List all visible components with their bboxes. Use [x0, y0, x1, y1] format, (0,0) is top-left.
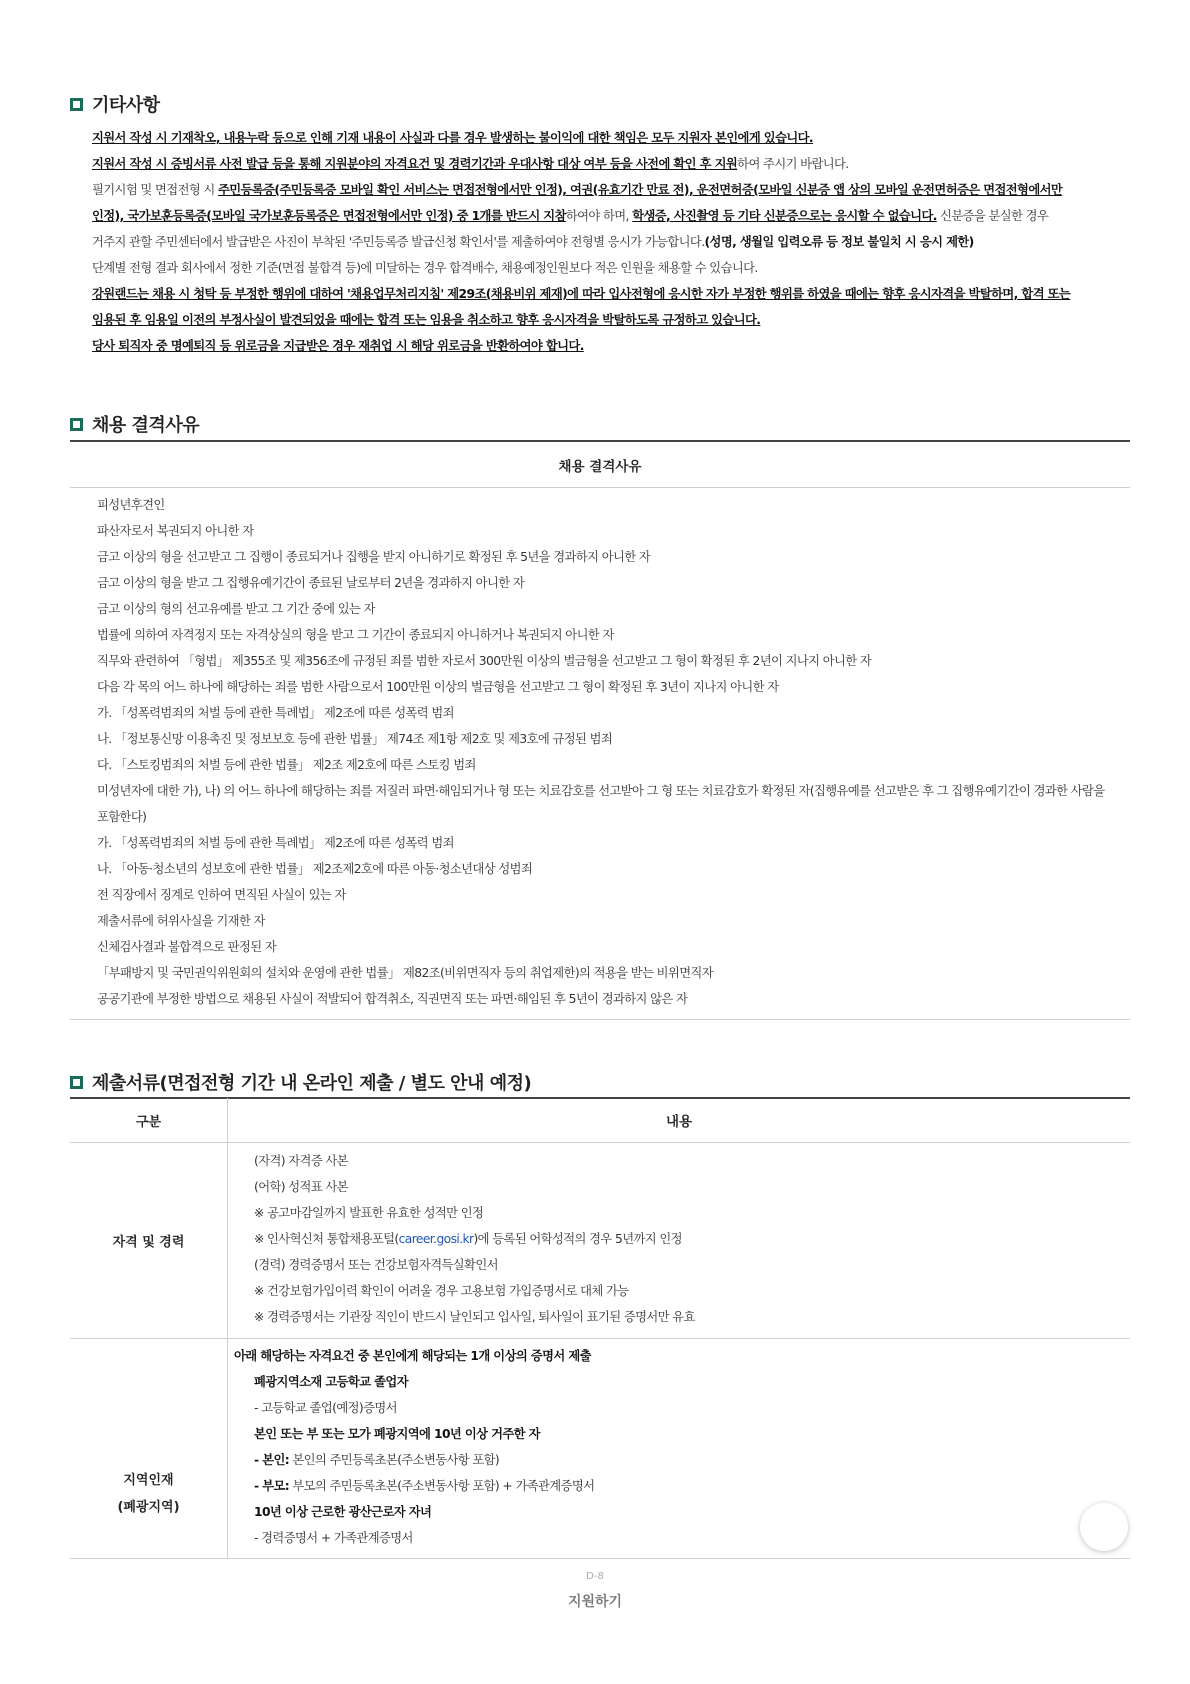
square-bullet-icon — [70, 418, 83, 431]
list-item: 금고 이상의 형의 선고유예를 받고 그 기간 중에 있는 자 — [97, 602, 375, 616]
list-item: 나. 「아동·청소년의 성보호에 관한 법률」 제2조제2호에 따른 아동·청소년대상 성범죄 — [97, 862, 533, 876]
misc-line: 강원랜드는 채용 시 청탁 등 부정한 행위에 대하여 '채용업무처리지침' 제29조(채용비위 제재)에 따라 입사전형에 응시한 자가 부정한 행위를 하였을 때에는 향후 응시자격을 박탈하며, 합격 또는 — [92, 287, 1071, 301]
misc-line: 필기시험 및 면접전형 시 주민등록증(주민등록증 모바일 확인 서비스는 면접전형에서만 인정), 여권(유효기간 만료 전), 운전면허증(모바일 신분증 앱 상의 모바일 운전면허증은 면접전형에서만 — [92, 183, 1063, 197]
table-top-border — [70, 440, 1130, 442]
doc-line: - 부모: 부모의 주민등록초본(주소변동사항 포함) + 가족관계증명서 — [254, 1479, 595, 1493]
square-bullet-icon — [70, 98, 83, 111]
disq-list — [97, 492, 1117, 1012]
doc-line: 10년 이상 근로한 광산근로자 자녀 — [254, 1505, 432, 1519]
doc-line: ※ 공고마감일까지 발표한 유효한 성적만 인정 — [254, 1206, 484, 1220]
col-header-category: 구분 — [70, 1098, 228, 1142]
doc-line: ※ 경력증명서는 기관장 직인이 반드시 날인되고 입사일, 퇴사일이 표기된 증명서만 유효 — [254, 1310, 695, 1324]
doc-line: ※ 인사혁신처 통합채용포털(career.gosi.kr)에 등록된 어학성적의 경우 5년까지 인정 — [254, 1232, 682, 1246]
list-item: 「부패방지 및 국민권익위원회의 설치와 운영에 관한 법률」 제82조(비위면직자 등의 취업제한)의 적용을 받는 비위면직자 — [97, 966, 714, 980]
list-item: 미성년자에 대한 가), 나) 의 어느 하나에 해당하는 죄를 저질러 파면·해임되거나 형 또는 치료감호를 선고받아 그 형 또는 치료감호가 확정된 자(집행유예를 선고받은 후 그 집행유예기간이 경과한 사람을 포함한다) — [97, 784, 1105, 824]
col-header-content: 내용 — [665, 1114, 693, 1130]
misc-line: 지원서 작성 시 증빙서류 사전 발급 등을 통해 지원분야의 자격요건 및 경력기간과 우대사항 대상 여부 등을 사전에 확인 후 지원하여 주시기 바랍니다. — [92, 157, 849, 171]
list-item: 전 직장에서 징계로 인하여 면직된 사실이 있는 자 — [97, 888, 346, 902]
list-item: 공공기관에 부정한 방법으로 채용된 사실이 적발되어 합격취소, 직권면직 또는 파면·해임된 후 5년이 경과하지 않은 자 — [97, 992, 688, 1006]
misc-line: 거주지 관할 주민센터에서 발급받은 사진이 부착된 '주민등록증 발급신청 확인서'를 제출하여야 전형별 응시가 가능합니다.(성명, 생월일 입력오류 등 정보 불일치 시 응시 제한) — [92, 235, 974, 249]
misc-section-title: 기타사항 — [70, 91, 160, 117]
doc-line: 본인 또는 부 또는 모가 폐광지역에 10년 이상 거주한 자 — [254, 1427, 540, 1441]
list-item: 피성년후견인 — [97, 498, 165, 512]
doc-line: (경력) 경력증명서 또는 건강보험자격득실확인서 — [254, 1258, 498, 1272]
misc-line: 당사 퇴직자 중 명예퇴직 등 위로금을 지급받은 경우 재취업 시 해당 위로금을 반환하여야 합니다. — [92, 339, 584, 353]
misc-line: 지원서 작성 시 기재착오, 내용누락 등으로 인해 기재 내용이 사실과 다를 경우 발생하는 불이익에 대한 책임은 모두 지원자 본인에게 있습니다. — [92, 131, 813, 145]
doc-line: - 본인: 본인의 주민등록초본(주소변동사항 포함) — [254, 1453, 500, 1467]
doc-line: (어학) 성적표 사본 — [254, 1180, 348, 1194]
page-number: D-8 — [586, 1571, 604, 1582]
list-item: 나. 「정보통신망 이용촉진 및 정보보호 등에 관한 법률」 제74조 제1항 제2호 및 제3호에 규정된 범죄 — [97, 732, 613, 746]
apply-link[interactable]: 지원하기 — [567, 1594, 623, 1610]
list-item: 가. 「성폭력범죄의 처벌 등에 관한 특례법」 제2조에 따른 성폭력 범죄 — [97, 706, 454, 720]
doc-line: - 경력증명서 + 가족관계증명서 — [254, 1531, 413, 1545]
career-gosi-link[interactable]: career.gosi.kr — [398, 1232, 474, 1246]
row-content — [228, 1339, 1130, 1558]
square-bullet-icon — [70, 1076, 83, 1089]
misc-line: 임용된 후 임용일 이전의 부정사실이 발견되었을 때에는 합격 또는 임용을 취소하고 향후 응시자격을 박탈하도록 규정하고 있습니다. — [92, 313, 761, 327]
misc-line: 인정), 국가보훈등록증(모바일 국가보훈등록증은 면접전형에서만 인정) 중 1개를 반드시 지참하여야 하며, 학생증, 사진촬영 등 기타 신분증으로는 응시할 수 없습니다. 신분증을 분실한 경우 — [92, 209, 1049, 223]
doc-line: - 고등학교 졸업(예정)증명서 — [254, 1401, 397, 1415]
list-item: 직무와 관련하여 「형법」 제355조 및 제356조에 규정된 죄를 범한 자로서 300만원 이상의 벌금형을 선고받고 그 형이 확정된 후 2년이 지나지 아니한 자 — [97, 654, 872, 668]
floating-action-button[interactable] — [1080, 1503, 1128, 1551]
misc-line: 단계별 전형 결과 회사에서 정한 기준(면접 불합격 등)에 미달하는 경우 합격배수, 채용예정인원보다 적은 인원을 채용할 수 있습니다. — [92, 261, 758, 275]
table-row — [70, 1339, 1130, 1559]
list-item: 가. 「성폭력범죄의 처벌 등에 관한 특례법」 제2조에 따른 성폭력 범죄 — [97, 836, 454, 850]
list-item: 금고 이상의 형을 선고받고 그 집행이 종료되거나 집행을 받지 아니하기로 확정된 후 5년을 경과하지 아니한 자 — [97, 550, 651, 564]
list-item: 다음 각 목의 어느 하나에 해당하는 죄를 범한 사람으로서 100만원 이상의 벌금형을 선고받고 그 형이 확정된 후 3년이 지나지 아니한 자 — [97, 680, 779, 694]
list-item: 금고 이상의 형을 받고 그 집행유예기간이 종료된 날로부터 2년을 경과하지 아니한 자 — [97, 576, 525, 590]
table-divider — [70, 487, 1130, 488]
doc-line: ※ 건강보험가입이력 확인이 어려울 경우 고용보험 가입증명서로 대체 가능 — [254, 1284, 629, 1298]
row-category: 지역인재 (폐광지역) — [70, 1339, 228, 1558]
doc-line: (자격) 자격증 사본 — [254, 1154, 348, 1168]
list-item: 파산자로서 복권되지 아니한 자 — [97, 524, 254, 538]
list-item: 법률에 의하여 자격정지 또는 자격상실의 형을 받고 그 기간이 종료되지 아니하거나 복권되지 아니한 자 — [97, 628, 614, 642]
table-bottom-border — [70, 1019, 1130, 1020]
doc-line: 폐광지역소재 고등학교 졸업자 — [254, 1375, 408, 1389]
docs-table — [70, 1098, 1130, 1559]
list-item: 제출서류에 허위사실을 기재한 자 — [97, 914, 265, 928]
disq-section-title: 채용 결격사유 — [70, 411, 199, 437]
docs-section-title: 제출서류(면접전형 기간 내 온라인 제출 / 별도 안내 예정) — [70, 1069, 531, 1095]
misc-notes — [92, 125, 1122, 359]
doc-line: 아래 해당하는 자격요건 중 본인에게 해당되는 1개 이상의 증명서 제출 — [234, 1349, 591, 1363]
docs-table-header — [70, 1098, 1130, 1143]
list-item: 신체검사결과 불합격으로 판정된 자 — [97, 940, 277, 954]
row-category: 자격 및 경력 — [70, 1143, 228, 1338]
disq-table-header: 채용 결격사유 — [558, 459, 642, 475]
table-row — [70, 1143, 1130, 1339]
row-content — [228, 1143, 1130, 1338]
list-item: 다. 「스토킹범죄의 처벌 등에 관한 법률」 제2조 제2호에 따른 스토킹 범죄 — [97, 758, 476, 772]
